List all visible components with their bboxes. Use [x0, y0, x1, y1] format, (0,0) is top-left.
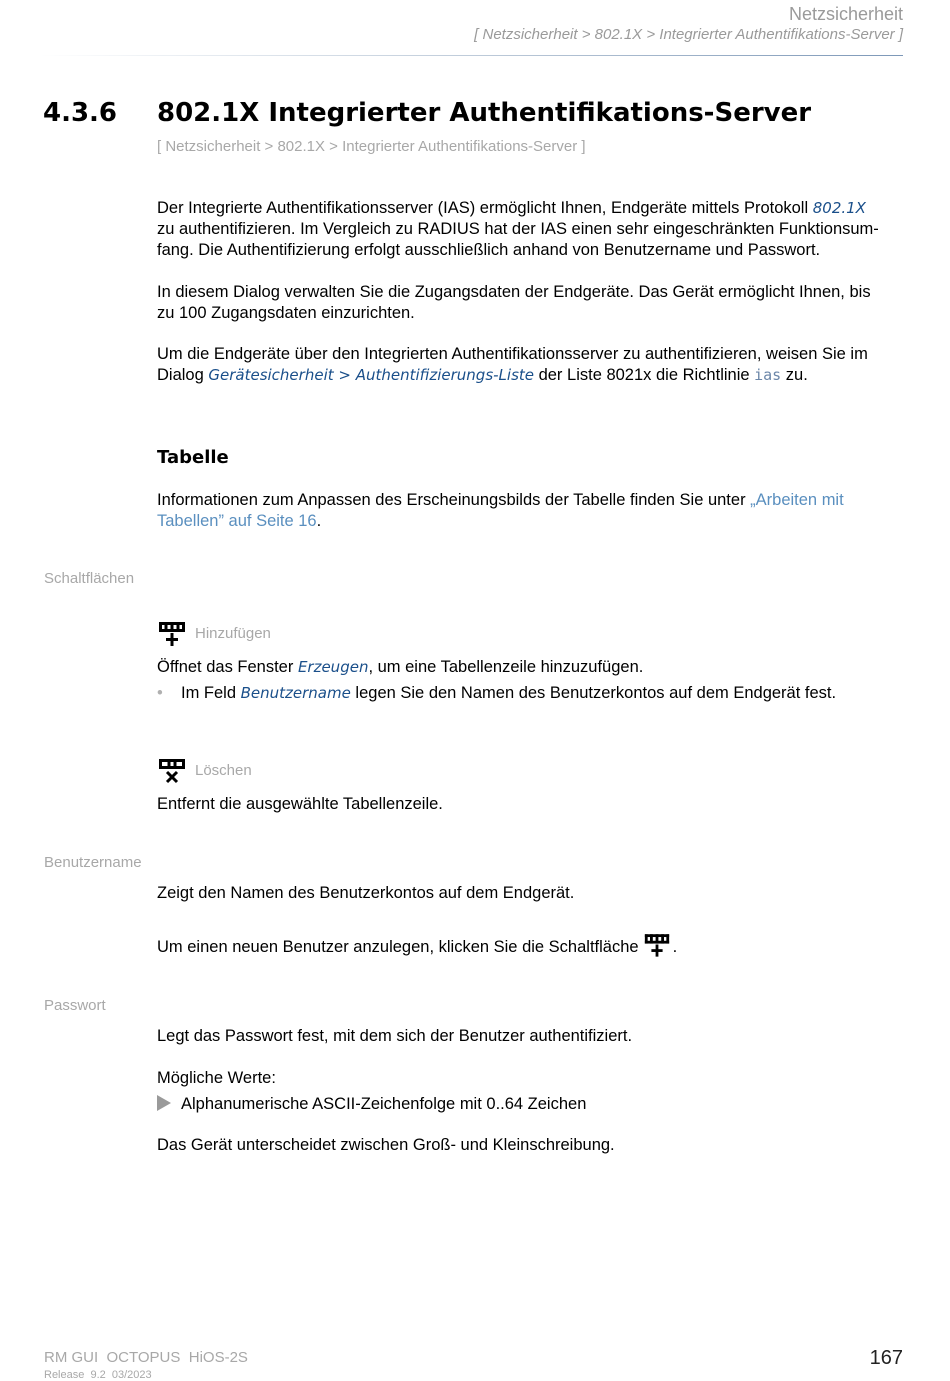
dialog-link[interactable]: Gerätesicherheit > Authentifizierungs-Liste	[208, 366, 534, 384]
delete-button-entry	[157, 756, 252, 784]
table-heading: Tabelle	[157, 447, 229, 468]
username-paragraph-2	[157, 931, 905, 958]
intro-text: zu.	[781, 366, 808, 384]
password-possible-values	[157, 1068, 905, 1089]
section-number: 4.3.6	[43, 98, 118, 128]
policy-code: ias	[754, 366, 782, 384]
intro-text: der Liste 8021x die Richtlinie	[534, 366, 755, 384]
running-header-breadcrumb: [ Netzsicherheit > 802.1X > Integrierter Authentifikations-Server ]	[474, 26, 903, 43]
intro-text: In diesem Dialog verwalten Sie die Zugangsdaten der Endgeräte. Das Gerät ermöglicht Ihnen, bis	[157, 283, 871, 301]
bullet-text: Im Feld	[181, 684, 241, 702]
add-button-bullet	[157, 683, 905, 704]
intro-text: Der Integrierte Authentifikationsserver (IAS) ermöglicht Ihnen, Endgeräte mittels Protokoll	[157, 199, 813, 217]
delete-button-label: Löschen	[195, 761, 252, 779]
create-window-link[interactable]: Erzeugen	[297, 658, 369, 676]
bullet-text: legen Sie den Namen des Benutzerkontos auf dem Endgerät fest.	[350, 684, 837, 702]
cross-reference-link[interactable]: Tabellen” auf Seite 16	[157, 512, 317, 530]
add-button-label: Hinzufügen	[195, 624, 271, 642]
cross-reference-link[interactable]: „Arbeiten mit	[750, 491, 844, 509]
intro-paragraph-3	[157, 344, 905, 386]
username-text: Zeigt den Namen des Benutzerkontos auf dem Endgerät.	[157, 884, 575, 902]
footer-release: Release 9.2 03/2023	[44, 1369, 152, 1381]
section-title: 802.1X Integrierter Authentifikations-Server	[157, 98, 812, 128]
protocol-link[interactable]: 802.1X	[812, 199, 866, 217]
value-item-text: Alphanumerische ASCII-Zeichenfolge mit 0..64 Zeichen	[181, 1095, 587, 1113]
username-paragraph-1	[157, 883, 905, 904]
table-row-add-icon	[643, 931, 671, 958]
password-text: Legt das Passwort fest, mit dem sich der Benutzer authentifiziert.	[157, 1027, 633, 1045]
username-text: .	[672, 938, 678, 956]
triangle-bullet-icon	[157, 1095, 171, 1111]
add-desc-text: Öffnet das Fenster	[157, 658, 298, 676]
header-divider	[40, 55, 903, 56]
password-text: Das Gerät unterscheidet zwischen Groß- und Kleinschreibung.	[157, 1136, 615, 1154]
password-paragraph-3	[157, 1135, 905, 1156]
side-label-buttons: Schaltflächen	[44, 570, 135, 587]
username-text: Um einen neuen Benutzer anzulegen, klicken Sie die Schaltfläche	[157, 938, 639, 956]
intro-text: zu 100 Zugangsdaten einzurichten.	[157, 304, 415, 322]
side-label-password: Passwort	[44, 997, 106, 1014]
intro-text: fang. Die Authentifizierung erfolgt ausschließlich anhand von Benutzername und Passwort.	[157, 241, 821, 259]
table-info-text: Informationen zum Anpassen des Erscheinungsbilds der Tabelle finden Sie unter	[157, 491, 751, 509]
intro-paragraph-1	[157, 198, 905, 261]
username-field-link[interactable]: Benutzername	[240, 684, 351, 702]
table-info-text: .	[316, 512, 322, 530]
page-number: 167	[869, 1347, 903, 1369]
add-button-description	[157, 657, 905, 678]
password-paragraph-1	[157, 1026, 905, 1047]
add-desc-text: , um eine Tabellenzeile hinzuzufügen.	[368, 658, 644, 676]
table-info-paragraph	[157, 490, 905, 532]
intro-text: Um die Endgeräte über den Integrierten Authentifikationsserver zu authentifizieren, weisen Sie im	[157, 345, 868, 363]
bullet-marker: •	[157, 684, 163, 702]
add-button-entry	[157, 619, 271, 647]
password-text: Mögliche Werte:	[157, 1069, 276, 1087]
running-header-title: Netzsicherheit	[788, 4, 903, 24]
delete-desc-text: Entfernt die ausgewählte Tabellenzeile.	[157, 795, 443, 813]
delete-button-description	[157, 794, 905, 815]
intro-text: Dialog	[157, 366, 209, 384]
footer-product: RM GUI OCTOPUS HiOS-2S	[44, 1349, 248, 1366]
intro-text: zu authentifizieren. Im Vergleich zu RADIUS hat der IAS einen sehr eingeschränkten Funktionsum-	[157, 220, 879, 238]
table-row-add-icon	[157, 619, 187, 647]
table-row-delete-icon	[157, 756, 187, 784]
section-breadcrumb: [ Netzsicherheit > 802.1X > Integrierter Authentifikations-Server ]	[157, 138, 586, 155]
intro-paragraph-2	[157, 282, 905, 324]
password-value-item	[157, 1094, 905, 1115]
side-label-username: Benutzername	[44, 854, 142, 871]
